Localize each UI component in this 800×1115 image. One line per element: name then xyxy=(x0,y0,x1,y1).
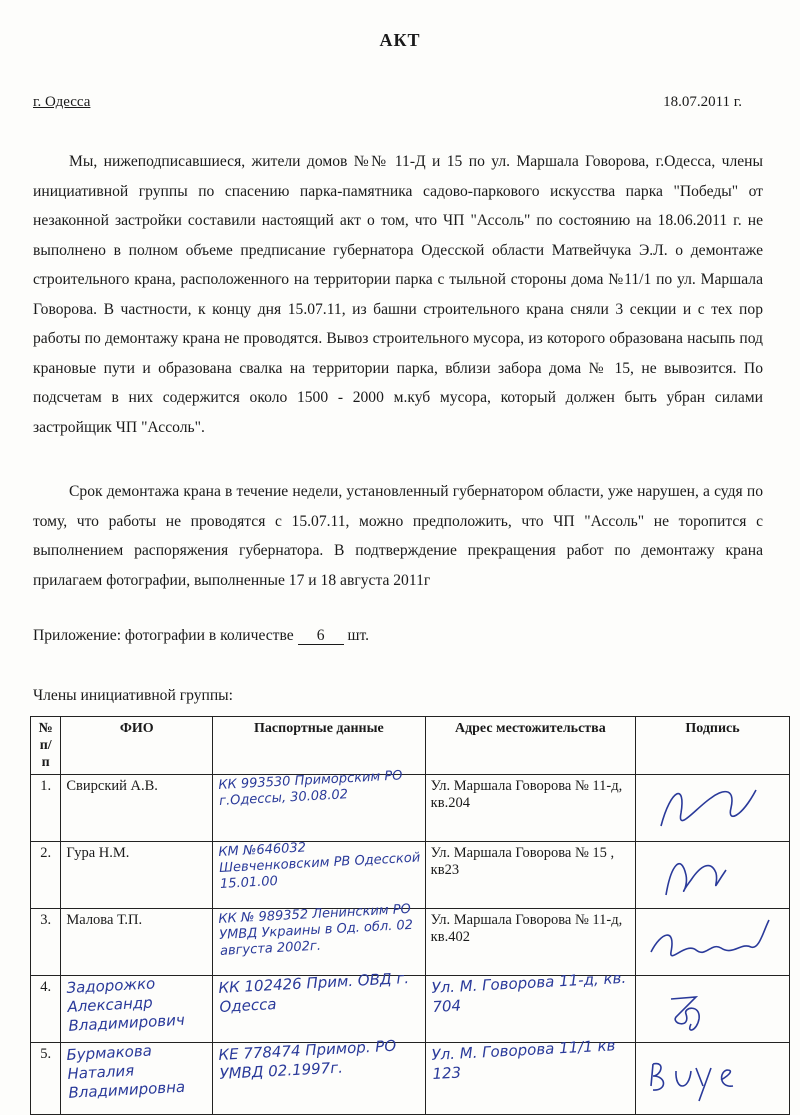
signature-image xyxy=(641,778,771,838)
header-num: № п/п xyxy=(31,717,61,775)
row-signature xyxy=(636,775,790,842)
paragraph-deadline: Срок демонтажа крана в течение недели, установленный губернатором области, уже нарушен, а судя по тому, что работы не проводятся с 15.07.11, можно предположить, что ЧП "Ассоль" не торопится с выполнением распоряжения губернатора. В подтверждение прекращения работ по демонтажу крана прилагаем фотографии, выполненные 17 и 18 августа 2011г xyxy=(33,483,763,589)
row-num: 5. xyxy=(31,1043,61,1115)
members-label: Члены инициативной группы: xyxy=(33,687,233,704)
row-passport xyxy=(213,768,426,842)
address-handwriting: Ул. М. Говорова 11/1 кв 123 xyxy=(430,1036,616,1083)
passport-handwriting: КК № 989352 Ленинским РО УМВД Украины в Од. обл. 02 августа 2002г. xyxy=(218,901,414,959)
row-passport xyxy=(213,901,426,976)
row-passport xyxy=(213,842,426,909)
row-address: Ул. Маршала Говорова № 11-д, кв.204 xyxy=(425,775,635,842)
name-handwriting: Задорожко Александр Владимирович xyxy=(66,974,186,1035)
header-signature: Подпись xyxy=(636,717,790,775)
name-handwriting: Бурмакова Наталия Владимировна xyxy=(66,1041,186,1102)
signature-image xyxy=(641,1046,771,1106)
row-num: 1. xyxy=(31,775,61,842)
passport-handwriting: КК 102426 Прим. ОВД г. Одесса xyxy=(218,969,410,1016)
table-row xyxy=(31,909,790,976)
row-signature xyxy=(636,976,790,1043)
row-name: Гура Н.М. xyxy=(61,842,213,909)
passport-handwriting: КК 993530 Приморским РО г.Одессы, 30.08.02 xyxy=(218,768,404,809)
appendix-line xyxy=(33,627,369,645)
address-handwriting: Ул. М. Говорова 11-д, кв. 704 xyxy=(430,968,627,1016)
row-passport xyxy=(213,969,426,1043)
appendix-prefix: Приложение: фотографии в количестве xyxy=(33,627,294,644)
row-num: 2. xyxy=(31,842,61,909)
table-row xyxy=(31,775,790,842)
members-table xyxy=(30,716,790,1115)
passport-handwriting: КМ №646032 Шевченковским РВ Одесской 15.01.00 xyxy=(218,840,421,892)
table-row xyxy=(31,976,790,1043)
signature-image xyxy=(641,912,771,972)
document-date: 18.07.2011 г. xyxy=(663,94,742,110)
row-signature xyxy=(636,842,790,909)
table-row xyxy=(31,842,790,909)
city: г. Одесса xyxy=(33,94,91,110)
row-address xyxy=(425,968,635,1043)
header-name: ФИО xyxy=(61,717,213,775)
row-num: 3. xyxy=(31,909,61,976)
row-num: 4. xyxy=(31,976,61,1043)
signature-image xyxy=(641,979,771,1039)
row-name: Малова Т.П. xyxy=(61,909,213,976)
row-signature xyxy=(636,909,790,976)
appendix-suffix: шт. xyxy=(347,627,370,644)
row-name xyxy=(61,976,213,1043)
header-address: Адрес местожительства xyxy=(425,717,635,775)
row-address: Ул. Маршала Говорова № 15 , кв23 xyxy=(425,842,635,909)
appendix-count: 6 xyxy=(298,628,344,645)
row-name: Свирский А.В. xyxy=(61,775,213,842)
paragraph-main: Мы, нижеподписавшиеся, жители домов №№ 11-Д и 15 по ул. Маршала Говорова, г.Одесса, члены инициативной группы по спасению парка-памятника садово-паркового искусства парка "Победы" от незаконной застройки составили настоящий акт о том, что ЧП "Ассоль" по состоянию на 18.06.2011 г. не выполнено в полном объеме предписание губернатора Одесской области Матвейчука Э.Л. о демонтаже строительного крана, расположенного на территории парка с тыльной стороны дома №11/1 по ул. Маршала Говорова. В частности, к концу дня 15.07.11, из башни строительного крана сняли 3 секции и с тех пор работы по демонтажу крана не проводятся. Вывоз строительного мусора, из которого образована насыпь под крановые пути и образована свалка на территории парка, вблизи забора дома № 15, не вывозится. По подсчетам в них содержится около 1500 - 2000 м.куб мусора, который должен быть убран силами застройщик ЧП "Ассоль". xyxy=(33,153,763,436)
signature-image xyxy=(641,845,771,905)
document-title: АКТ xyxy=(379,30,421,50)
row-address: Ул. Маршала Говорова № 11-д, кв.402 xyxy=(425,909,635,976)
header-passport: Паспортные данные xyxy=(213,717,426,775)
passport-handwriting: КЕ 778474 Примор. РО УМВД 02.1997г. xyxy=(218,1036,397,1083)
table-header-row xyxy=(31,717,790,775)
